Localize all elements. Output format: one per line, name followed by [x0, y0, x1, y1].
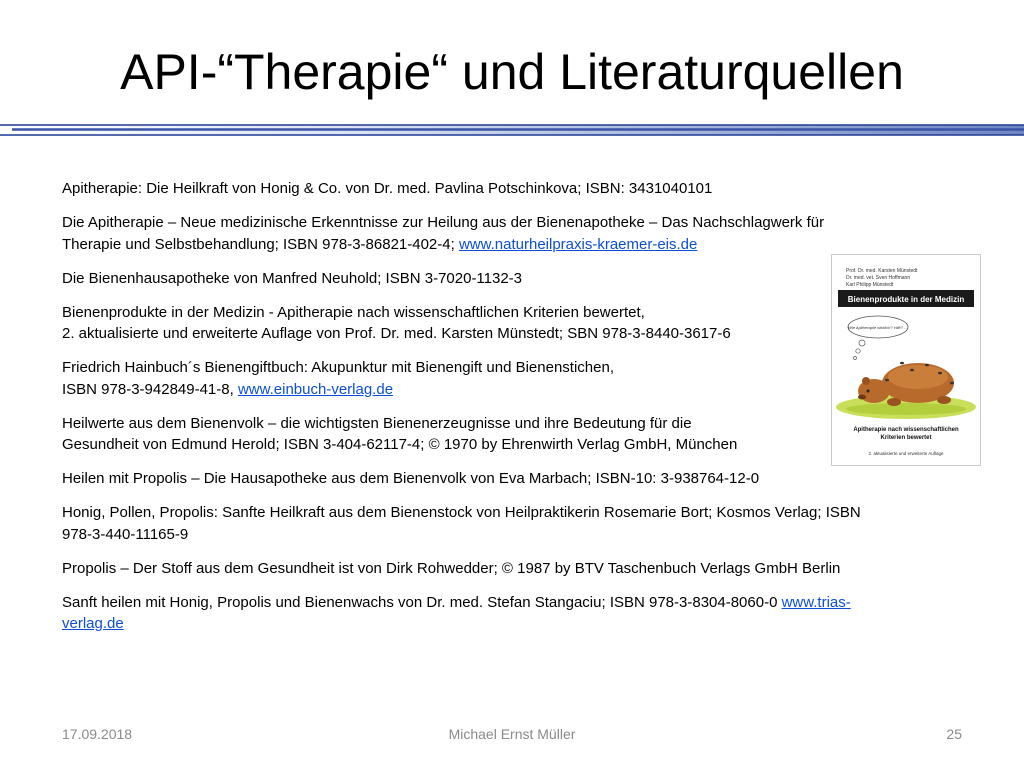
cover-edition: 2. aktualisierte und erweiterte Auflage [868, 451, 944, 456]
reference-list [62, 178, 962, 647]
publisher-link-continued[interactable]: verlag.de [62, 615, 124, 632]
cover-author-2: Dr. med. vet. Sven Hoffmann [846, 275, 911, 281]
reference-text: Bienenprodukte in der Medizin - Apitherapie nach wissenschaftlichen Kriterien bewertet, [62, 303, 645, 321]
cover-author-1: Prof. Dr. med. Karsten Münstedt [846, 268, 918, 274]
reference-text: Die Apitherapie – Neue medizinische Erkenntnisse zur Heilung aus der Bienenapotheke – Das Nachschlagwerk für [62, 214, 825, 231]
footer-date: 17.09.2018 [62, 726, 133, 742]
cover-subtitle-line-2: Kriterien bewertet [880, 435, 932, 441]
publisher-link[interactable]: www.einbuch-verlag.de [237, 380, 394, 398]
reference-text: Apitherapie: Die Heilkraft von Honig & Co. von Dr. med. Pavlina Potschinkova; ISBN: 3431040101 [62, 180, 713, 197]
reference-text: Friedrich Hainbuch´s Bienengiftbuch: Akupunktur mit Bienengift und Bienenstichen, [62, 359, 614, 376]
reference-item [62, 178, 962, 200]
reference-item [62, 468, 962, 490]
title-divider [0, 124, 1024, 136]
cover-title: Bienenprodukte in der Medizin [847, 295, 965, 304]
reference-item [62, 592, 962, 635]
reference-item [62, 502, 962, 545]
reference-text: Therapie und Selbstbehandlung; ISBN 978-3-86821-402-4; [62, 235, 459, 253]
book-cover-image [831, 254, 981, 466]
reference-text: ISBN 978-3-942849-41-8, [62, 380, 238, 398]
reference-item [62, 268, 962, 290]
reference-item [62, 302, 962, 345]
reference-text: 978-3-440-11165-9 [62, 525, 189, 543]
reference-item [62, 357, 962, 400]
cover-author-3: Karl Philipp Münstedt [846, 282, 894, 288]
reference-text: 2. aktualisierte und erweiterte Auflage von Prof. Dr. med. Karsten Münstedt; SBN 978-3-8440-3617-6 [62, 325, 731, 342]
publisher-link[interactable]: www.trias- [781, 593, 851, 611]
footer-page-number: 25 [946, 726, 962, 742]
footer-author: Michael Ernst Müller [448, 726, 576, 742]
reference-text: Honig, Pollen, Propolis: Sanfte Heilkraft aus dem Bienenstock von Heilpraktikerin Rosemarie Bort; Kosmos Verlag; ISBN [62, 504, 861, 521]
reference-text: Heilen mit Propolis – Die Hausapotheke aus dem Bienenvolk von Eva Marbach; ISBN-10: 3-938764-12-0 [62, 470, 760, 487]
cover-thought-text: Wie Apitherapie wirklich? Hilft? … [848, 325, 908, 330]
reference-text: Propolis – Der Stoff aus dem Gesundheit ist von Dirk Rohwedder; © 1987 by BTV Taschenbuch Verlags GmbH Berlin [62, 559, 841, 577]
reference-item [62, 558, 962, 580]
reference-text: Gesundheit von Edmund Herold; ISBN 3-404-62117-4; © 1970 by Ehrenwirth Verlag GmbH, München [62, 436, 738, 453]
reference-item [62, 413, 962, 456]
reference-text: Heilwerte aus dem Bienenvolk – die wichtigsten Bienenerzeugnisse und ihre Bedeutung für die [62, 414, 692, 432]
reference-item [62, 212, 962, 255]
slide-title: API-“Therapie“ und Literaturquellen [120, 44, 904, 100]
cover-subtitle-line-1: Apitherapie nach wissenschaftlichen [853, 427, 959, 433]
publisher-link[interactable]: www.naturheilpraxis-kraemer-eis.de [458, 235, 698, 253]
reference-text: Die Bienenhausapotheke von Manfred Neuhold; ISBN 3-7020-1132-3 [62, 269, 523, 287]
reference-text: Sanft heilen mit Honig, Propolis und Bienenwachs von Dr. med. Stefan Stangaciu; ISBN 978-3-8304-8060-0 [62, 593, 782, 611]
